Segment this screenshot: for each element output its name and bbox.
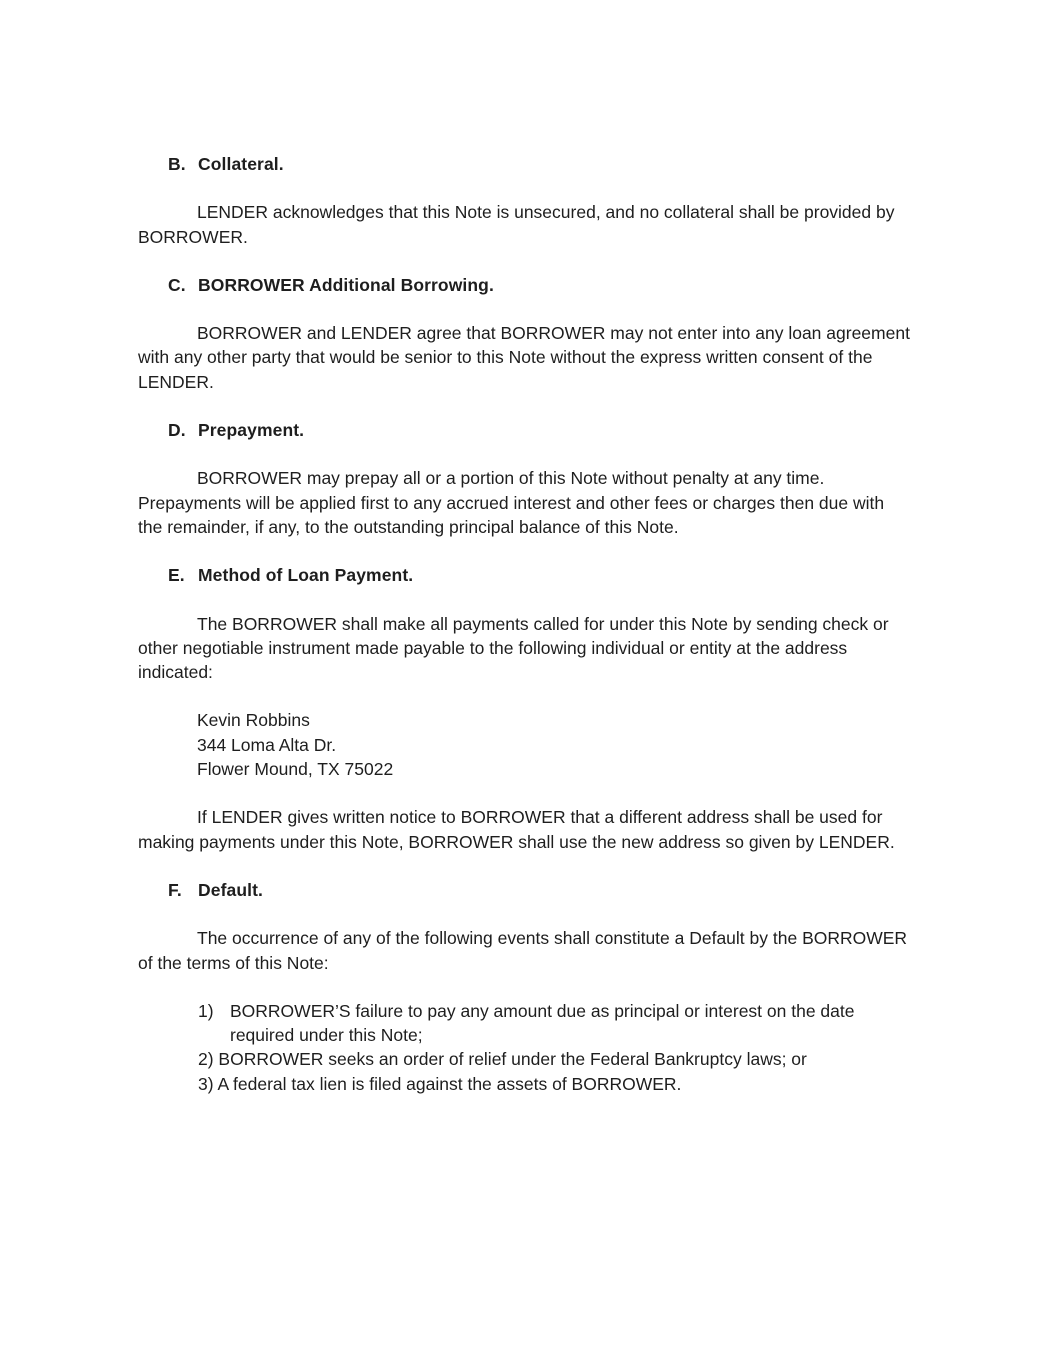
section-e-title: Method of Loan Payment.	[198, 565, 414, 586]
section-c-paragraph: BORROWER and LENDER agree that BORROWER may not enter into any loan agreement with any other party that would be senior to this Note without the express written consent of the LENDER.	[138, 323, 910, 392]
section-b-title: Collateral.	[198, 154, 284, 174]
section-d-letter: D.	[168, 420, 186, 441]
section-c-letter: C.	[168, 274, 186, 295]
list-item	[198, 999, 913, 1048]
section-b-heading	[168, 152, 913, 176]
payee-address	[197, 708, 913, 781]
list-item: 3) A federal tax lien is filed against the assets of BORROWER.	[198, 1073, 682, 1094]
payee-street: 344 Loma Alta Dr.	[197, 734, 337, 755]
payee-city: Flower Mound, TX 75022	[197, 759, 394, 780]
default-events-list	[198, 999, 913, 1096]
document-body	[138, 152, 913, 1096]
section-f-title: Default.	[198, 879, 263, 900]
section-e-heading	[168, 563, 913, 587]
section-d-title: Prepayment.	[198, 420, 305, 441]
section-e-paragraph: The BORROWER shall make all payments called for under this Note by sending check or other negotiable instrument made payable to the following individual or entity at the address indicated:	[138, 613, 889, 683]
section-b-paragraph: LENDER acknowledges that this Note is unsecured, and no collateral shall be provided by BORROWER.	[138, 202, 895, 247]
list-item-text: BORROWER’S failure to pay any amount due as principal or interest on the date required under this Note;	[230, 1000, 855, 1046]
payee-name: Kevin Robbins	[197, 710, 310, 731]
section-f-letter: F.	[168, 879, 182, 900]
section-c-title: BORROWER Additional Borrowing.	[198, 274, 494, 295]
section-f-heading	[168, 878, 913, 902]
section-f-paragraph: The occurrence of any of the following events shall constitute a Default by the BORROWER of the terms of this Note:	[138, 928, 908, 973]
list-item-number: 1)	[198, 1000, 214, 1021]
section-c-heading	[168, 273, 913, 297]
section-e-letter: E.	[168, 565, 185, 586]
section-e-paragraph-2: If LENDER gives written notice to BORROWER that a different address shall be used for making payments under this Note, BORROWER shall use the new address so given by LENDER.	[138, 807, 895, 852]
list-item: 2) BORROWER seeks an order of relief under the Federal Bankruptcy laws; or	[198, 1049, 807, 1070]
section-d-paragraph: BORROWER may prepay all or a portion of this Note without penalty at any time. Prepayments will be applied first to any accrued interest and other fees or charges then due with the remainder, if any, to the outstanding principal balance of this Note.	[138, 468, 885, 537]
section-d-heading	[168, 418, 913, 442]
section-b-letter: B.	[168, 154, 186, 174]
